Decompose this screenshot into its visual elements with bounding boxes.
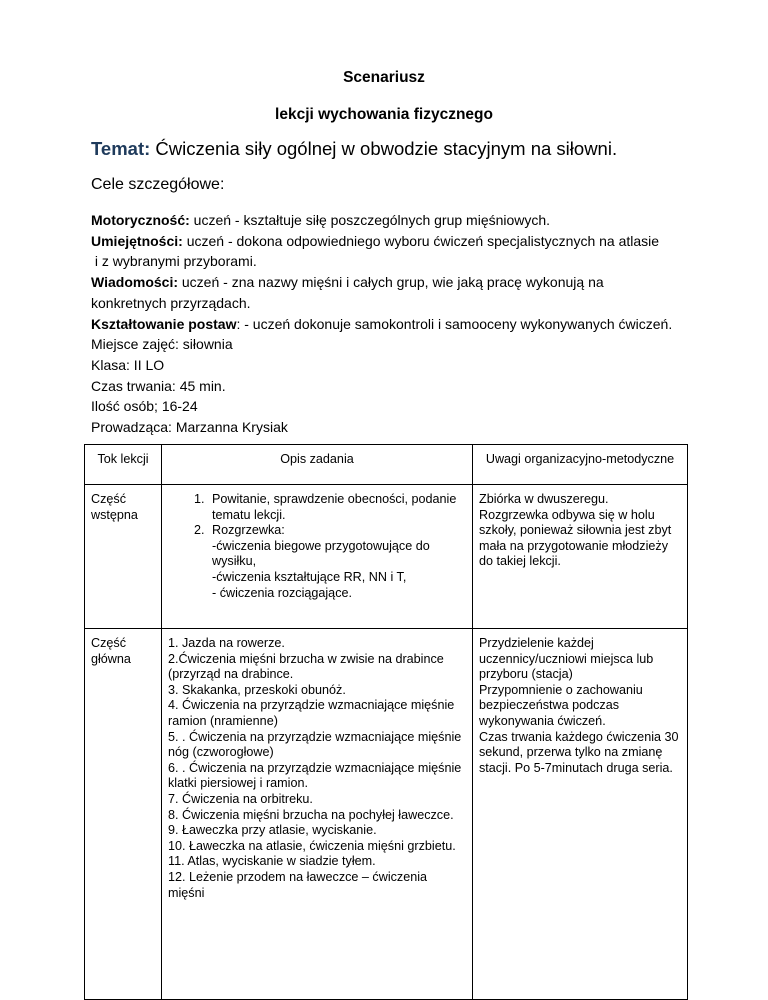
- lesson-topic: [91, 138, 617, 160]
- goal-skills: [91, 231, 711, 252]
- topic-text: Ćwiczenia siły ogólnej w obwodzie stacyjnym na siłowni.: [155, 138, 618, 159]
- part-name: Część główna: [85, 629, 162, 1000]
- goal-label: Kształtowanie postaw: [91, 315, 237, 332]
- table-header-row: [85, 445, 688, 485]
- task-list: [168, 492, 466, 601]
- document-title: Scenariusz: [343, 69, 425, 86]
- exercise-line: 6. . Ćwiczenia na przyrządzie wzmacniające mięśnie klatki piersiowej i ramion.: [168, 760, 462, 791]
- task-description: [162, 485, 473, 629]
- info-people: Ilość osób; 16-24: [91, 398, 198, 415]
- exercise-line: 5. . Ćwiczenia na przyrządzie wzmacniające mięśnie nóg (czworogłowe): [168, 729, 462, 760]
- goal-skills-cont: i z wybranymi przyborami.: [91, 253, 257, 270]
- header-organizational-notes: Uwagi organizacyjno-metodyczne: [473, 445, 688, 485]
- exercise-line: 9. Ławeczka przy atlasie, wyciskanie.: [168, 823, 377, 838]
- goals-and-info: [91, 210, 711, 438]
- goal-motor: [91, 210, 711, 231]
- list-item: 1. Powitanie, sprawdzenie obecności, podanie tematu lekcji.: [208, 492, 466, 523]
- exercise-line: 2.Ćwiczenia mięśni brzucha w zwisie na drabince (przyrząd na drabince.: [168, 651, 444, 682]
- organizational-notes: [473, 629, 688, 1000]
- list-item-text: Rozgrzewka:: [212, 523, 285, 538]
- task-description: [162, 629, 473, 1000]
- sub-item: -ćwiczenia kształtujące RR, NN i T,: [212, 569, 407, 584]
- note-line: Czas trwania każdego ćwiczenia 30 sekund, przerwa tylko na zmianę stacji. Po 5-7minutach druga seria.: [479, 729, 679, 775]
- organizational-notes: Zbiórka w dwuszeregu. Rozgrzewka odbywa się w holu szkoły, ponieważ siłownia jest zbyt mała na przygotowanie młodzieży do takiej lekcji.: [473, 485, 688, 629]
- table-row: [85, 629, 688, 1000]
- list-item: [208, 523, 466, 601]
- note-line: Przypomnienie o zachowaniu bezpieczeństwa podczas wykonywania ćwiczeń.: [479, 682, 643, 728]
- table-row: [85, 485, 688, 629]
- header-lesson-course: Tok lekcji: [85, 445, 162, 485]
- header-task-description: Opis zadania: [162, 445, 473, 485]
- exercise-line: 10. Ławeczka na atlasie, ćwiczenia mięśni grzbietu.: [168, 838, 456, 853]
- document-subtitle: lekcji wychowania fizycznego: [275, 106, 493, 123]
- exercise-line: 3. Skakanka, przeskoki obunóż.: [168, 682, 346, 697]
- goal-label: Umiejętności:: [91, 232, 183, 249]
- info-class: Klasa: II LO: [91, 356, 165, 373]
- part-name: Część wstępna: [85, 485, 162, 629]
- exercise-line: 1. Jazda na rowerze.: [168, 636, 285, 650]
- exercise-line: 4. Ćwiczenia na przyrządzie wzmacniające mięśnie ramion (nramienne): [168, 698, 455, 728]
- goals-heading: Cele szczegółowe:: [91, 176, 225, 193]
- goal-label: Motoryczność:: [91, 212, 190, 228]
- goal-attitudes: [91, 314, 711, 335]
- goal-text: uczeń - zna nazwy mięśni i całych grup, wie jaką pracę wykonują na: [178, 274, 604, 291]
- goal-text: : - uczeń dokonuje samokontroli i samooceny wykonywanych ćwiczeń.: [236, 315, 673, 332]
- goal-text: uczeń - kształtuje siłę poszczególnych grup mięśniowych.: [189, 212, 551, 228]
- topic-label: Temat:: [91, 138, 151, 159]
- info-teacher: Prowadząca: Marzanna Krysiak: [91, 419, 288, 436]
- exercise-line: 7. Ćwiczenia na orbitreku.: [168, 791, 313, 806]
- sub-item: -ćwiczenia biegowe przygotowujące do wysiłku,: [212, 538, 430, 569]
- exercise-line: 12. Leżenie przodem na ławeczce – ćwiczenia mięśni: [168, 869, 428, 900]
- goal-knowledge: [91, 272, 711, 293]
- sub-item: - ćwiczenia rozciągające.: [212, 585, 352, 600]
- exercise-line: 11. Atlas, wyciskanie w siadzie tyłem.: [168, 854, 376, 869]
- info-place: Miejsce zajęć: siłownia: [91, 336, 233, 353]
- goal-label: Wiadomości:: [91, 274, 178, 291]
- exercise-line: 8. Ćwiczenia mięśni brzucha na pochyłej ławeczce.: [168, 807, 454, 822]
- goal-text: uczeń - dokona odpowiedniego wyboru ćwiczeń specjalistycznych na atlasie: [182, 232, 660, 249]
- lesson-table: [84, 444, 688, 1000]
- goal-knowledge-cont: konkretnych przyrządach.: [91, 294, 251, 311]
- info-duration: Czas trwania: 45 min.: [91, 377, 226, 394]
- note-line: Przydzielenie każdej uczennicy/uczniowi miejsca lub przyboru (stacja): [479, 636, 654, 682]
